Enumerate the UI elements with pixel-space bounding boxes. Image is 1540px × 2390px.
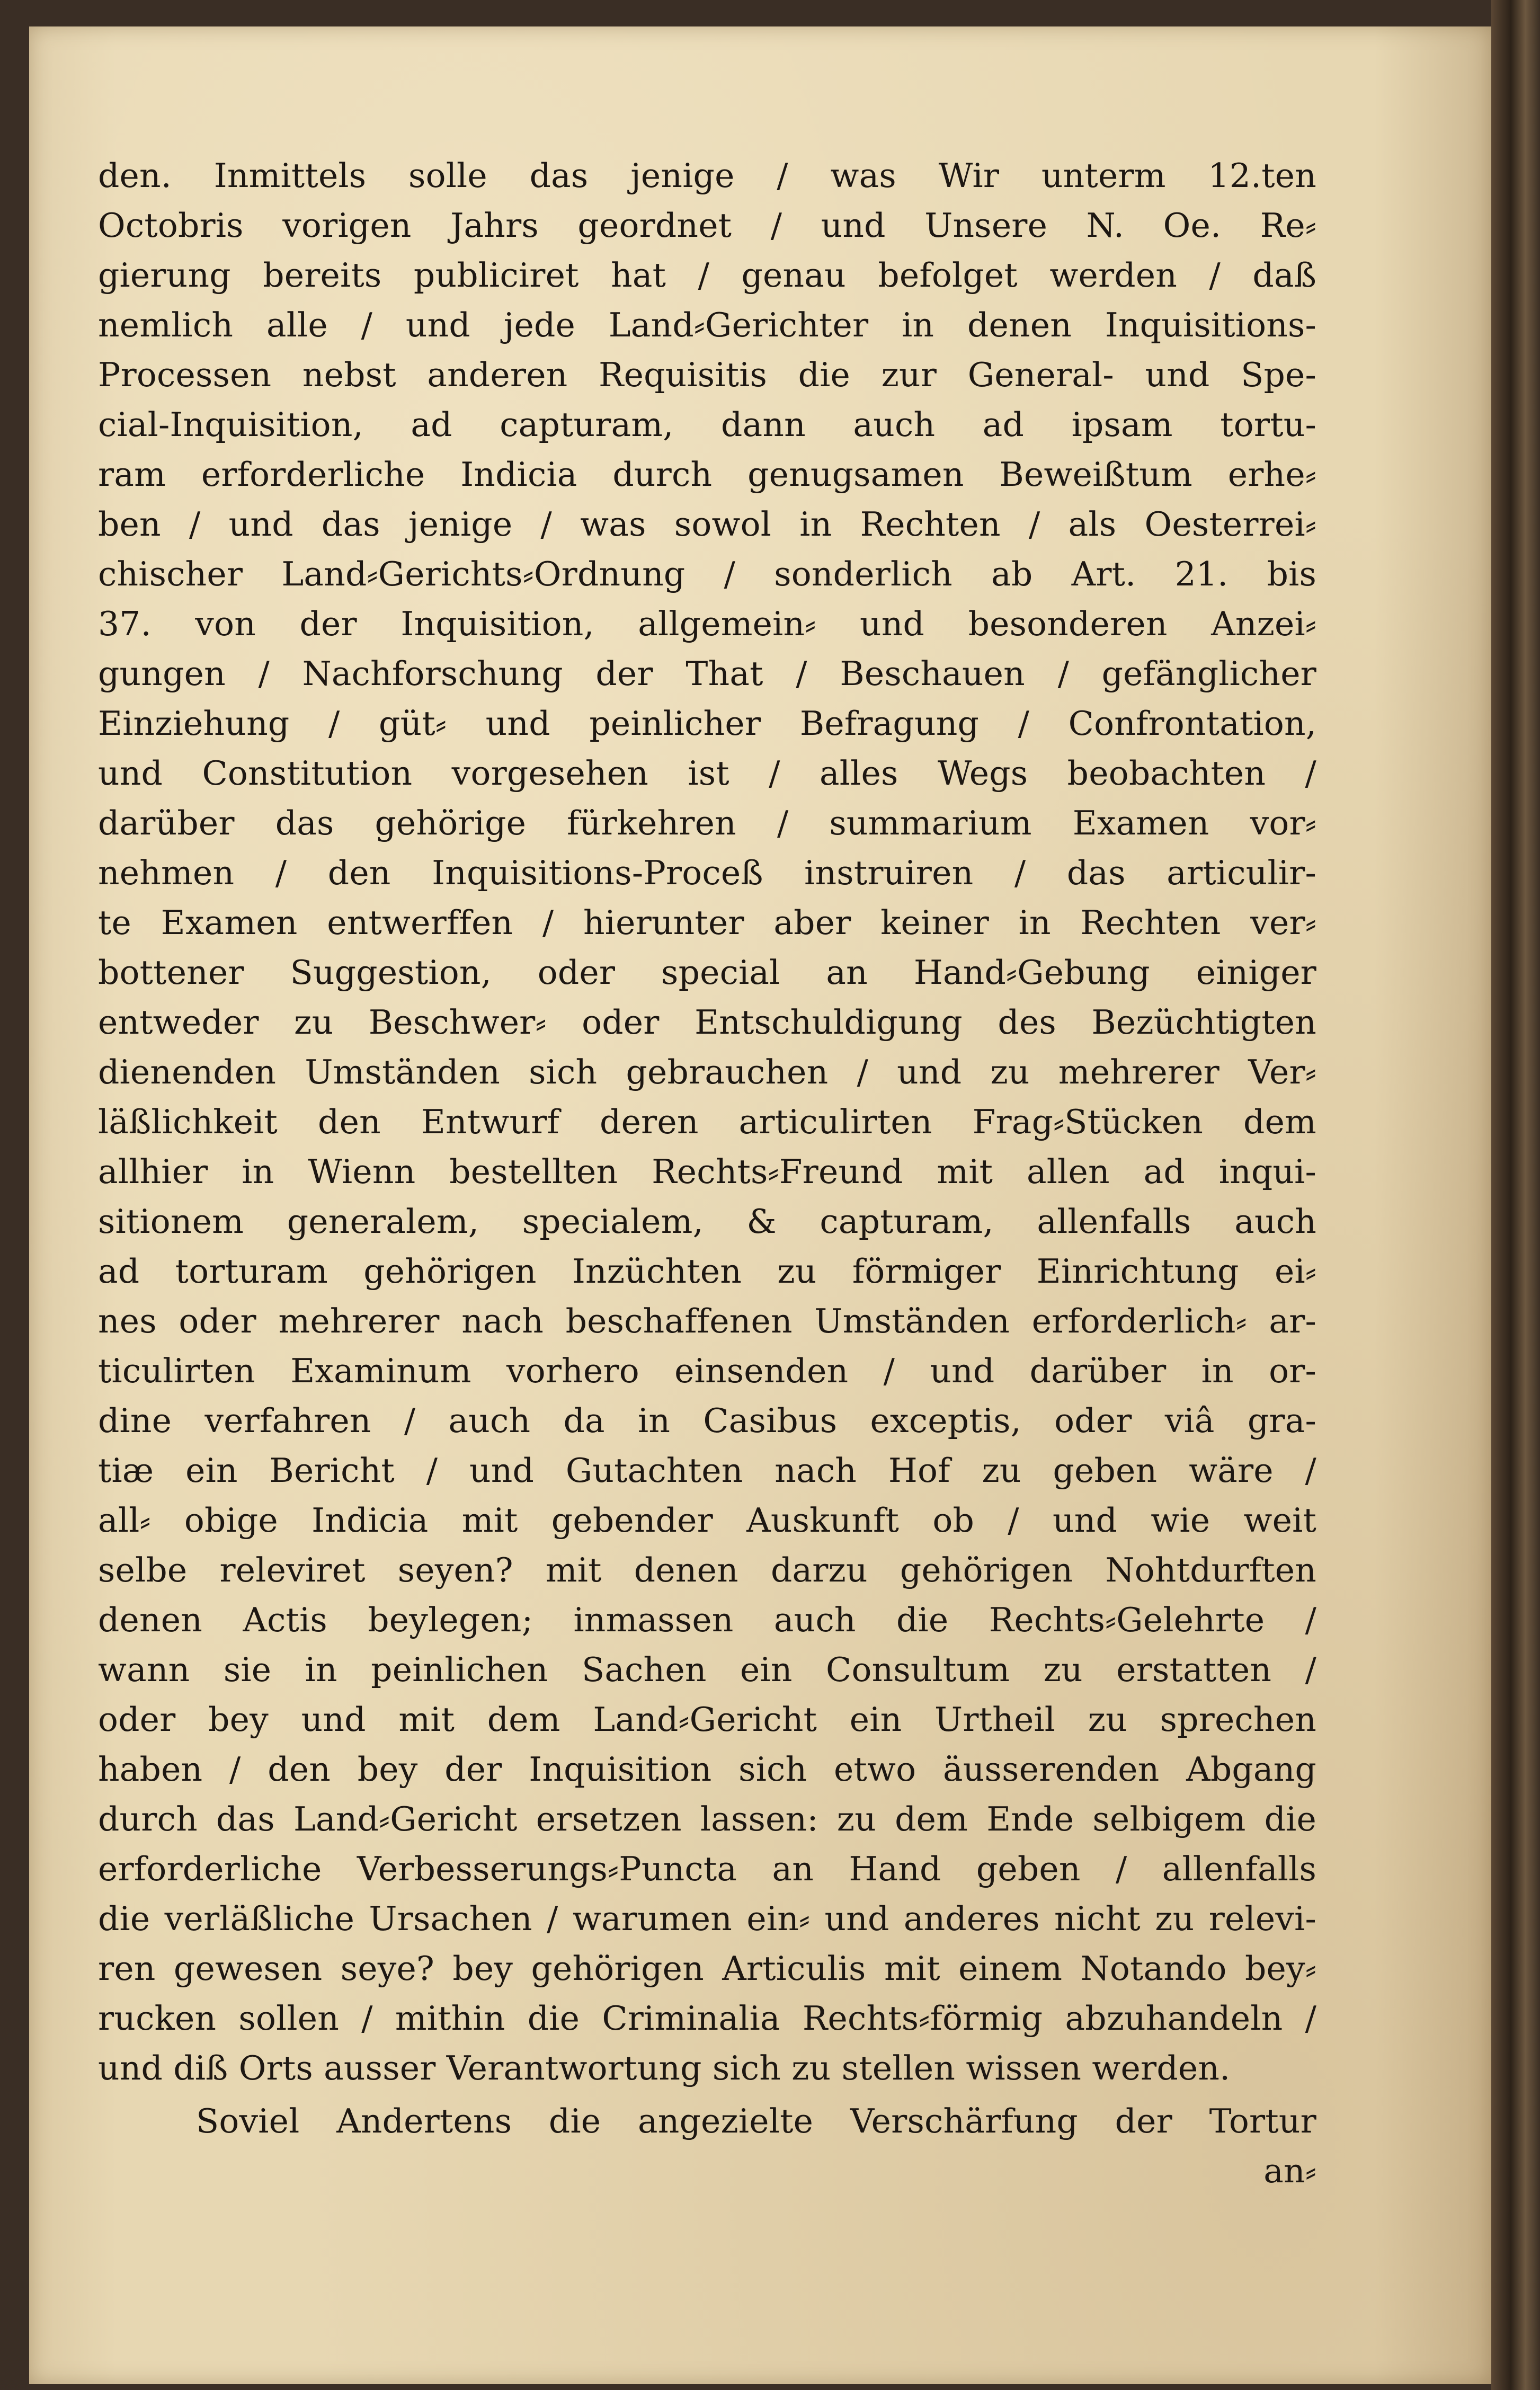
text-line: dienenden Umständen sich gebrauchen / und zu mehrerer Ver⸗ xyxy=(98,1053,1316,1091)
text-line: tiæ ein Bericht / und Gutachten nach Hof zu geben wäre / xyxy=(98,1451,1316,1490)
text-line: Octobris vorigen Jahrs geordnet / und Unsere N. Oe. Re⸗ xyxy=(98,206,1316,245)
paragraph-1 xyxy=(98,151,1316,2093)
text-line: all⸗ obige Indicia mit gebender Auskunft ob / und wie weit xyxy=(98,1501,1316,1540)
text-line: wann sie in peinlichen Sachen ein Consultum zu erstatten / xyxy=(98,1650,1316,1689)
catchword: an⸗ xyxy=(1263,2152,1316,2190)
text-line: denen Actis beylegen; inmassen auch die Rechts⸗Gelehrte / xyxy=(98,1601,1316,1639)
text-line: gierung bereits publiciret hat / genau befolget werden / daß xyxy=(98,256,1316,295)
text-line: Soviel Andertens die angezielte Verschärfung der Tortur xyxy=(196,2102,1316,2140)
text-line: nes oder mehrerer nach beschaffenen Umständen erforderlich⸗ ar- xyxy=(98,1302,1316,1340)
text-line: und Constitution vorgesehen ist / alles Wegs beobachten / xyxy=(98,754,1316,793)
text-line: selbe releviret seyen? mit denen darzu gehörigen Nohtdurften xyxy=(98,1551,1316,1589)
text-line: allhier in Wienn bestellten Rechts⸗Freund mit allen ad inqui- xyxy=(98,1152,1316,1191)
text-line: entweder zu Beschwer⸗ oder Entschuldigung des Bezüchtigten xyxy=(98,1003,1316,1042)
text-line: gungen / Nachforschung der That / Beschauen / gefänglicher xyxy=(98,654,1316,693)
paragraph-2 xyxy=(98,2096,1316,2146)
text-line: Processen nebst anderen Requisitis die zur General- und Spe- xyxy=(98,356,1316,394)
text-line: sitionem generalem, specialem, & capturam, allenfalls auch xyxy=(98,1202,1316,1241)
text-line: ren gewesen seye? bey gehörigen Articulis mit einem Notando bey⸗ xyxy=(98,1949,1316,1988)
text-line: ram erforderliche Indicia durch genugsamen Beweißtum erhe⸗ xyxy=(98,455,1316,494)
text-line: rucken sollen / mithin die Criminalia Rechts⸗förmig abzuhandeln / xyxy=(98,1999,1316,2038)
page-text xyxy=(98,151,1316,2196)
text-line: haben / den bey der Inquisition sich etwo äusserenden Abgang xyxy=(98,1750,1316,1789)
text-line: chischer Land⸗Gerichts⸗Ordnung / sonderlich ab Art. 21. bis xyxy=(98,555,1316,593)
text-line: bottener Suggestion, oder special an Hand⸗Gebung einiger xyxy=(98,953,1316,992)
text-line: erforderliche Verbesserungs⸗Puncta an Hand geben / allenfalls xyxy=(98,1850,1316,1888)
text-line: die verläßliche Ursachen / warumen ein⸗ und anderes nicht zu relevi- xyxy=(98,1899,1316,1938)
text-line: te Examen entwerffen / hierunter aber keiner in Rechten ver⸗ xyxy=(98,903,1316,942)
text-line: ben / und das jenige / was sowol in Rechten / als Oesterrei⸗ xyxy=(98,505,1316,544)
text-line: den. Inmittels solle das jenige / was Wir unterm 12.ten xyxy=(98,156,1316,195)
text-line: cial-Inquisition, ad capturam, dann auch ad ipsam tortu- xyxy=(98,405,1316,444)
text-line: und diß Orts ausser Verantwortung sich zu stellen wissen werden. xyxy=(98,2049,1231,2087)
text-line: läßlichkeit den Entwurf deren articulirten Frag⸗Stücken dem xyxy=(98,1103,1316,1141)
text-line: 37. von der Inquisition, allgemein⸗ und besonderen Anzei⸗ xyxy=(98,605,1316,643)
text-line: dine verfahren / auch da in Casibus exceptis, oder viâ gra- xyxy=(98,1401,1316,1440)
text-line: ad torturam gehörigen Inzüchten zu förmiger Einrichtung ei⸗ xyxy=(98,1252,1316,1291)
text-line: darüber das gehörige fürkehren / summarium Examen vor⸗ xyxy=(98,804,1316,842)
text-line: oder bey und mit dem Land⸗Gericht ein Urtheil zu sprechen xyxy=(98,1700,1316,1739)
text-line: nemlich alle / und jede Land⸗Gerichter in denen Inquisitions- xyxy=(98,306,1316,344)
book-binding-edge xyxy=(1491,0,1540,2390)
text-line: Einziehung / güt⸗ und peinlicher Befragung / Confrontation, xyxy=(98,704,1316,743)
text-line: ticulirten Examinum vorhero einsenden / und darüber in or- xyxy=(98,1352,1316,1390)
text-line: durch das Land⸗Gericht ersetzen lassen: zu dem Ende selbigem die xyxy=(98,1800,1316,1838)
text-line: nehmen / den Inquisitions-Proceß instruiren / das articulir- xyxy=(98,854,1316,892)
